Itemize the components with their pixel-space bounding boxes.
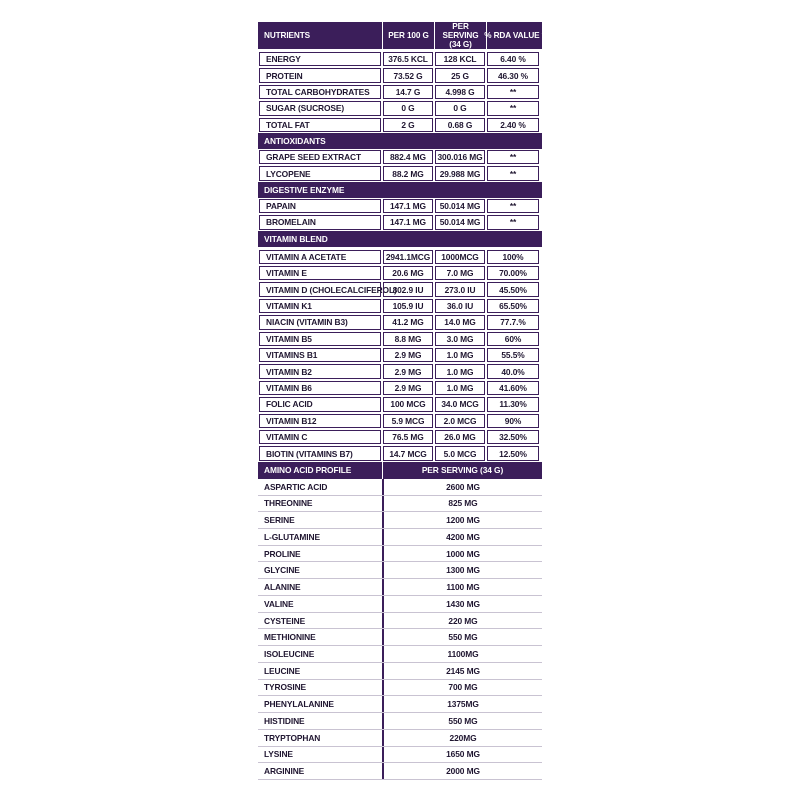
table-row [258, 249, 542, 265]
value-per-serving: 1.0 MG [435, 348, 485, 362]
nutrient-name: VITAMIN B5 [259, 332, 381, 346]
value-per-100g: 100 MCG [383, 397, 433, 411]
table-row [258, 445, 542, 461]
table-row [258, 413, 542, 429]
value-rda: 45.50% [487, 282, 539, 296]
header-per-serving-line2: (34 G) [449, 40, 472, 49]
nutrient-name: TOTAL CARBOHYDRATES [259, 85, 381, 99]
amino-name: ASPARTIC ACID [264, 481, 328, 492]
value-rda: 41.60% [487, 381, 539, 395]
amino-row [258, 663, 542, 680]
nutrient-name: VITAMIN K1 [259, 299, 381, 313]
table-row [258, 281, 542, 297]
header-per-serving [434, 22, 486, 49]
table-row [258, 314, 542, 330]
value-per-serving: 273.0 IU [435, 282, 485, 296]
amino-name: LEUCINE [264, 665, 301, 676]
nutrient-name: VITAMIN D (CHOLECALCIFEROL) [259, 282, 381, 296]
amino-value: 550 MG [382, 713, 542, 729]
nutrient-name: ENERGY [259, 52, 381, 66]
value-per-serving: 1000MCG [435, 250, 485, 264]
table-row [258, 84, 542, 100]
nutrient-name: BROMELAIN [259, 215, 381, 229]
value-per-serving: 1.0 MG [435, 381, 485, 395]
nutrient-name: FOLIC ACID [259, 397, 381, 411]
value-rda: 77.7.% [487, 315, 539, 329]
value-rda: 60% [487, 332, 539, 346]
value-rda: ** [487, 85, 539, 99]
section-digestive-enzyme-title: DIGESTIVE ENZYME [264, 184, 345, 195]
nutrient-name: VITAMIN A ACETATE [259, 250, 381, 264]
value-per-100g: 8.8 MG [383, 332, 433, 346]
table-row [258, 396, 542, 412]
nutrient-name: VITAMIN E [259, 266, 381, 280]
nutrient-name: VITAMIN C [259, 430, 381, 444]
amino-name: L-GLUTAMINE [264, 531, 320, 542]
section-vitamin-blend-title: VITAMIN BLEND [264, 233, 328, 244]
nutrient-name: VITAMINS B1 [259, 348, 381, 362]
amino-name: LYSINE [264, 749, 293, 760]
table-row [258, 331, 542, 347]
amino-row [258, 479, 542, 496]
value-per-100g: 147.1 MG [383, 199, 433, 213]
amino-value: 2600 MG [382, 479, 542, 495]
amino-value: 2000 MG [382, 763, 542, 779]
value-rda: 2.40 % [487, 118, 539, 132]
amino-title: AMINO ACID PROFILE [264, 465, 352, 476]
value-rda: ** [487, 166, 539, 180]
nutrient-name: PROTEIN [259, 68, 381, 82]
value-per-100g: 41.2 MG [383, 315, 433, 329]
table-row [258, 198, 542, 214]
amino-row [258, 496, 542, 513]
amino-name: THREONINE [264, 498, 313, 509]
value-per-serving: 50.014 MG [435, 215, 485, 229]
amino-value: 825 MG [382, 496, 542, 512]
amino-name: PHENYLALANINE [264, 699, 334, 710]
amino-row [258, 730, 542, 747]
value-per-100g: 2.9 MG [383, 364, 433, 378]
amino-row [258, 629, 542, 646]
value-per-serving: 14.0 MG [435, 315, 485, 329]
table-row [258, 429, 542, 445]
value-per-100g: 2 G [383, 118, 433, 132]
value-per-100g: 882.4 MG [383, 150, 433, 164]
value-per-serving: 34.0 MCG [435, 397, 485, 411]
value-per-100g: 88.2 MG [383, 166, 433, 180]
value-rda: 12.50% [487, 446, 539, 460]
amino-value: 700 MG [382, 680, 542, 696]
amino-name: TYROSINE [264, 682, 307, 693]
amino-row [258, 763, 542, 780]
value-per-serving: 3.0 MG [435, 332, 485, 346]
amino-value: 1100MG [382, 646, 542, 662]
nutrient-name: NIACIN (VITAMIN B3) [259, 315, 381, 329]
header-per-serving-line1: PER SERVING [442, 22, 479, 40]
table-row [258, 67, 542, 83]
nutrient-name: TOTAL FAT [259, 118, 381, 132]
value-per-100g: 147.1 MG [383, 215, 433, 229]
amino-row [258, 546, 542, 563]
table-row [258, 363, 542, 379]
value-rda: 100% [487, 250, 539, 264]
amino-name: METHIONINE [264, 632, 316, 643]
value-per-serving: 5.0 MCG [435, 446, 485, 460]
amino-row [258, 713, 542, 730]
amino-name: HISTIDINE [264, 715, 305, 726]
nutrient-name: LYCOPENE [259, 166, 381, 180]
amino-row [258, 512, 542, 529]
amino-value: 1200 MG [382, 512, 542, 528]
table-row [258, 117, 542, 133]
value-rda: 6.40 % [487, 52, 539, 66]
table-row [258, 347, 542, 363]
value-per-100g: 14.7 G [383, 85, 433, 99]
value-per-serving: 4.998 G [435, 85, 485, 99]
table-row [258, 149, 542, 165]
amino-name: GLYCINE [264, 565, 300, 576]
amino-row [258, 747, 542, 764]
amino-row [258, 680, 542, 697]
section-digestive-enzyme [258, 182, 542, 198]
value-per-serving: 25 G [435, 68, 485, 82]
nutrient-name: VITAMIN B6 [259, 381, 381, 395]
value-per-100g: 2.9 MG [383, 381, 433, 395]
table-row [258, 51, 542, 67]
nutrient-name: PAPAIN [259, 199, 381, 213]
amino-value: 1000 MG [382, 546, 542, 562]
value-rda: 65.50% [487, 299, 539, 313]
value-rda: 90% [487, 414, 539, 428]
value-per-100g: 20.6 MG [383, 266, 433, 280]
amino-row [258, 646, 542, 663]
nutrient-name: VITAMIN B2 [259, 364, 381, 378]
value-per-100g: 5.9 MCG [383, 414, 433, 428]
header-per-100g: PER 100 G [382, 22, 434, 49]
amino-name: SERINE [264, 515, 295, 526]
value-rda: 32.50% [487, 430, 539, 444]
nutrient-name: BIOTIN (VITAMINS B7) [259, 446, 381, 460]
amino-row [258, 596, 542, 613]
table-header [258, 22, 545, 49]
value-per-serving: 128 KCL [435, 52, 485, 66]
amino-name: VALINE [264, 598, 294, 609]
amino-name: ISOLEUCINE [264, 648, 315, 659]
value-rda: ** [487, 199, 539, 213]
table-row [258, 214, 542, 230]
value-per-100g: 802.9 IU [383, 282, 433, 296]
table-row [258, 165, 542, 181]
table-row [258, 298, 542, 314]
amino-value: 1650 MG [382, 747, 542, 763]
value-per-serving: 300.016 MG [435, 150, 485, 164]
value-per-serving: 50.014 MG [435, 199, 485, 213]
value-per-serving: 29.988 MG [435, 166, 485, 180]
amino-value: 550 MG [382, 629, 542, 645]
table-row [258, 380, 542, 396]
value-per-serving: 7.0 MG [435, 266, 485, 280]
amino-value: 1375MG [382, 696, 542, 712]
value-per-100g: 73.52 G [383, 68, 433, 82]
section-vitamin-blend [258, 231, 542, 247]
value-per-serving: 2.0 MCG [435, 414, 485, 428]
amino-value: 1300 MG [382, 562, 542, 578]
amino-name: CYSTEINE [264, 615, 306, 626]
table-row [258, 265, 542, 281]
amino-row [258, 529, 542, 546]
amino-row [258, 579, 542, 596]
nutrient-name: GRAPE SEED EXTRACT [259, 150, 381, 164]
value-per-100g: 2941.1MCG [383, 250, 433, 264]
amino-row [258, 613, 542, 630]
value-rda: ** [487, 101, 539, 115]
value-per-100g: 376.5 KCL [383, 52, 433, 66]
value-rda: 55.5% [487, 348, 539, 362]
value-per-100g: 105.9 IU [383, 299, 433, 313]
value-per-serving: 1.0 MG [435, 364, 485, 378]
nutrition-table [258, 22, 545, 780]
value-rda: ** [487, 150, 539, 164]
nutrient-name: SUGAR (SUCROSE) [259, 101, 381, 115]
value-rda: 70.00% [487, 266, 539, 280]
value-per-100g: 14.7 MCG [383, 446, 433, 460]
value-rda: ** [487, 215, 539, 229]
value-rda: 46.30 % [487, 68, 539, 82]
section-antioxidants [258, 133, 542, 149]
amino-name: ALANINE [264, 582, 301, 593]
amino-row [258, 696, 542, 713]
section-antioxidants-title: ANTIOXIDANTS [264, 136, 326, 146]
value-per-serving: 26.0 MG [435, 430, 485, 444]
value-rda: 11.30% [487, 397, 539, 411]
amino-column-header: PER SERVING (34 G) [382, 462, 542, 479]
amino-value: 2145 MG [382, 663, 542, 679]
amino-name: ARGININE [264, 766, 305, 777]
table-row [258, 100, 542, 116]
amino-value: 4200 MG [382, 529, 542, 545]
value-per-serving: 36.0 IU [435, 299, 485, 313]
amino-name: PROLINE [264, 548, 301, 559]
amino-name: TRYPTOPHAN [264, 732, 321, 743]
value-per-100g: 0 G [383, 101, 433, 115]
amino-row [258, 562, 542, 579]
value-per-serving: 0 G [435, 101, 485, 115]
amino-value: 220MG [382, 730, 542, 746]
value-per-100g: 76.5 MG [383, 430, 433, 444]
amino-value: 1430 MG [382, 596, 542, 612]
value-per-100g: 2.9 MG [383, 348, 433, 362]
value-per-serving: 0.68 G [435, 118, 485, 132]
nutrient-name: VITAMIN B12 [259, 414, 381, 428]
value-rda: 40.0% [487, 364, 539, 378]
header-rda: % RDA VALUE * [486, 22, 542, 49]
section-amino-acid-profile [258, 462, 542, 479]
amino-value: 1100 MG [382, 579, 542, 595]
amino-value: 220 MG [382, 613, 542, 629]
header-nutrients: NUTRIENTS [264, 31, 310, 40]
